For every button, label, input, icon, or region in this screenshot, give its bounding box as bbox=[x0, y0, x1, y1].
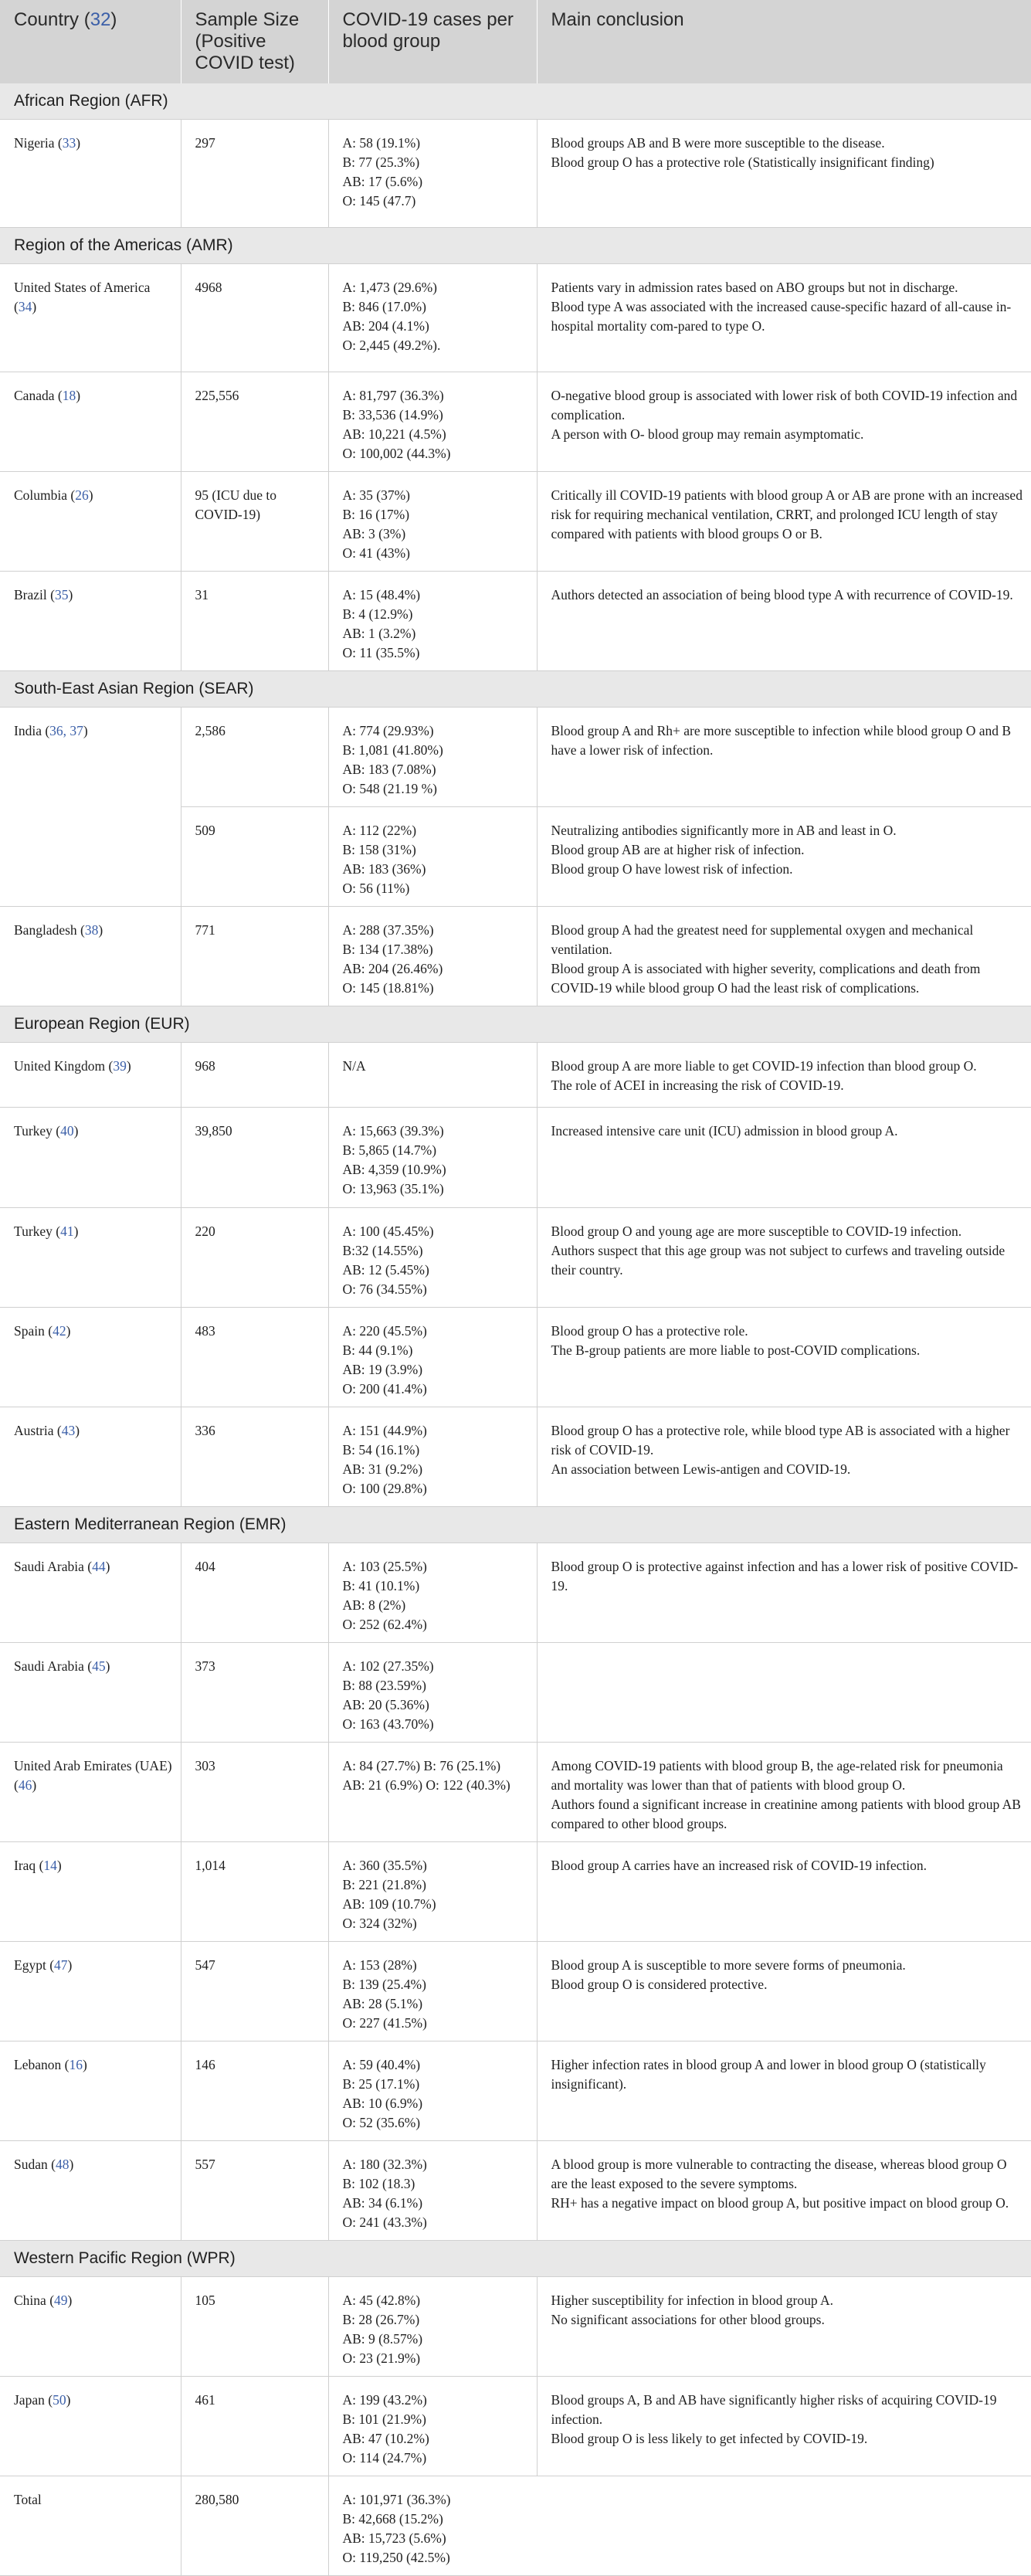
citation-link[interactable]: 39 bbox=[113, 1058, 127, 1074]
country-cell: Japan (50) bbox=[0, 2377, 181, 2476]
blood-group-cell bbox=[328, 372, 537, 472]
citation-link[interactable]: 47 bbox=[54, 1957, 68, 1973]
table-row bbox=[0, 1842, 1031, 1942]
conclusion-text: A blood group is more vulnerable to contracting the disease, whereas blood group O are the least exposed to the severe symptoms. bbox=[551, 2157, 1007, 2191]
blood-group-value: B: 101 (21.9%) bbox=[342, 2411, 426, 2427]
blood-group-value: A: 103 (25.5%) bbox=[342, 1559, 427, 1574]
sample-size-cell: 336 bbox=[181, 1407, 328, 1507]
region-label: Eastern Mediterranean Region (EMR) bbox=[0, 1507, 1031, 1543]
country-name: Egypt bbox=[14, 1957, 46, 1973]
header-country-label: Country bbox=[14, 9, 80, 30]
table-row bbox=[0, 708, 1031, 807]
header-sample: Sample Size (Positive COVID test) bbox=[181, 0, 328, 83]
blood-group-value: O: 13,963 (35.1%) bbox=[342, 1181, 444, 1196]
conclusion-text: Authors detected an association of being blood type A with recurrence of COVID-19. bbox=[551, 587, 1013, 602]
blood-group-value: B: 221 (21.8%) bbox=[342, 1877, 426, 1892]
blood-group-value: A: 15 (48.4%) bbox=[342, 587, 421, 602]
conclusion-text: A person with O- blood group may remain asymptomatic. bbox=[551, 426, 864, 442]
citation-link[interactable]: 18 bbox=[62, 388, 76, 403]
country-cell: United Arab Emirates (UAE) (46) bbox=[0, 1743, 181, 1842]
blood-group-value: AB: 3 (3%) bbox=[342, 526, 406, 541]
conclusion-cell bbox=[537, 2041, 1031, 2141]
sample-size-cell: 2,586 bbox=[181, 708, 328, 807]
blood-group-value: B: 16 (17%) bbox=[342, 507, 410, 522]
blood-group-value: A: 15,663 (39.3%) bbox=[342, 1123, 444, 1139]
sample-size-cell: 225,556 bbox=[181, 372, 328, 472]
blood-group-value: AB: 20 (5.36%) bbox=[342, 1697, 429, 1712]
blood-group-cell bbox=[328, 708, 537, 807]
blood-group-value: O: 145 (47.7) bbox=[342, 193, 416, 209]
conclusion-text: Blood group A is associated with higher severity, complications and death from COVID-19 while blood group O had the least risk of complications. bbox=[551, 961, 981, 996]
blood-group-value: B: 28 (26.7%) bbox=[342, 2312, 420, 2327]
blood-group-value: A: 199 (43.2%) bbox=[342, 2392, 427, 2408]
blood-group-value: AB: 31 (9.2%) bbox=[342, 1461, 423, 1477]
conclusion-text: Patients vary in admission rates based on ABO groups but not in discharge. bbox=[551, 280, 958, 295]
blood-group-value: B: 158 (31%) bbox=[342, 842, 416, 857]
blood-group-value: A: 112 (22%) bbox=[342, 823, 417, 838]
blood-group-value: A: 180 (32.3%) bbox=[342, 2157, 427, 2172]
conclusion-text: Blood group O is protective against infection and has a lower risk of positive COVID-19. bbox=[551, 1559, 1019, 1593]
blood-group-value: AB: 204 (4.1%) bbox=[342, 318, 429, 334]
sample-size-cell: 95 (ICU due to COVID-19) bbox=[181, 472, 328, 572]
country-name: Brazil bbox=[14, 587, 47, 602]
conclusion-text: Among COVID-19 patients with blood group B, the age-related risk for pneumonia and mortality was lower than that of patients with blood group O. bbox=[551, 1758, 1003, 1793]
conclusion-cell bbox=[537, 1842, 1031, 1942]
sample-size-cell: 39,850 bbox=[181, 1108, 328, 1208]
table-row bbox=[0, 1407, 1031, 1507]
total-label: Total bbox=[0, 2476, 181, 2576]
blood-group-value: A: 360 (35.5%) bbox=[342, 1858, 427, 1873]
citation-link[interactable]: 16 bbox=[69, 2057, 83, 2072]
country-name: Spain bbox=[14, 1323, 45, 1339]
country-cell: Lebanon (16) bbox=[0, 2041, 181, 2141]
citation-link[interactable]: 50 bbox=[53, 2392, 66, 2408]
citation-link[interactable]: 38 bbox=[84, 922, 99, 938]
sample-size-cell: 146 bbox=[181, 2041, 328, 2141]
country-name: Sudan bbox=[14, 2157, 48, 2172]
conclusion-cell bbox=[537, 1043, 1031, 1108]
blood-group-value: B: 139 (25.4%) bbox=[342, 1977, 426, 1992]
citation-link[interactable]: 34 bbox=[18, 299, 32, 314]
citation-link[interactable]: 45 bbox=[92, 1658, 106, 1674]
blood-group-value: A: 288 (37.35%) bbox=[342, 922, 434, 938]
header-country: Country (32) bbox=[0, 0, 181, 83]
blood-group-value: O: 145 (18.81%) bbox=[342, 980, 434, 996]
conclusion-text: Blood group A had the greatest need for supplemental oxygen and mechanical ventilation. bbox=[551, 922, 974, 957]
blood-group-value: A: 153 (28%) bbox=[342, 1957, 417, 1973]
conclusion-text: An association between Lewis-antigen and COVID-19. bbox=[551, 1461, 851, 1477]
blood-group-value: O: 241 (43.3%) bbox=[342, 2215, 427, 2230]
country-name: United Kingdom bbox=[14, 1058, 106, 1074]
citation-link[interactable]: 33 bbox=[62, 135, 76, 151]
country-name: United Arab Emirates (UAE) bbox=[14, 1758, 172, 1773]
conclusion-text: Blood group A and Rh+ are more susceptible to infection while blood group O and B have a lower risk of infection. bbox=[551, 723, 1012, 758]
country-cell: Iraq (14) bbox=[0, 1842, 181, 1942]
blood-group-value: A: 45 (42.8%) bbox=[342, 2293, 421, 2308]
country-cell: Sudan (48) bbox=[0, 2141, 181, 2241]
conclusion-cell bbox=[537, 472, 1031, 572]
header-cases: COVID-19 cases per blood group bbox=[328, 0, 537, 83]
country-cell: India (36, 37) bbox=[0, 708, 181, 907]
blood-group-cell bbox=[328, 2141, 537, 2241]
blood-group-value: O: 252 (62.4%) bbox=[342, 1617, 427, 1632]
citation-link[interactable]: 36, 37 bbox=[49, 723, 83, 738]
header-country-ref[interactable]: 32 bbox=[90, 9, 111, 30]
blood-group-cell bbox=[328, 1208, 537, 1308]
total-sample: 280,580 bbox=[181, 2476, 328, 2576]
conclusion-text: The B-group patients are more liable to post-COVID complications. bbox=[551, 1342, 921, 1358]
sample-size-cell: 1,014 bbox=[181, 1842, 328, 1942]
blood-group-cell bbox=[328, 1543, 537, 1643]
table-row bbox=[0, 1942, 1031, 2041]
blood-group-value: AB: 19 (3.9%) bbox=[342, 1362, 423, 1377]
blood-group-value: AB: 9 (8.57%) bbox=[342, 2331, 423, 2347]
country-name: Saudi Arabia bbox=[14, 1658, 84, 1674]
blood-group-value: O: 76 (34.55%) bbox=[342, 1281, 427, 1297]
blood-group-cell bbox=[328, 1842, 537, 1942]
blood-group-value: AB: 183 (7.08%) bbox=[342, 762, 436, 777]
header-conclusion: Main conclusion bbox=[537, 0, 1031, 83]
table-row bbox=[0, 1543, 1031, 1643]
blood-group-value: B: 77 (25.3%) bbox=[342, 154, 420, 170]
conclusion-text: Increased intensive care unit (ICU) admission in blood group A. bbox=[551, 1123, 898, 1139]
citation-link[interactable]: 43 bbox=[61, 1423, 76, 1438]
blood-group-cell bbox=[328, 2041, 537, 2141]
table-row bbox=[0, 1643, 1031, 1743]
total-group-value: A: 101,971 (36.3%) bbox=[342, 2492, 451, 2507]
blood-group-value: B: 134 (17.38%) bbox=[342, 942, 433, 957]
blood-group-value: O: 41 (43%) bbox=[342, 545, 410, 561]
region-row bbox=[0, 671, 1031, 708]
country-name: Canada bbox=[14, 388, 55, 403]
blood-group-value: B: 41 (10.1%) bbox=[342, 1578, 420, 1593]
conclusion-cell bbox=[537, 1208, 1031, 1308]
table-row bbox=[0, 1043, 1031, 1108]
blood-group-value: B: 5,865 (14.7%) bbox=[342, 1142, 437, 1158]
country-name: Iraq bbox=[14, 1858, 36, 1873]
blood-group-cell bbox=[328, 1643, 537, 1743]
conclusion-text: The role of ACEI in increasing the risk of COVID-19. bbox=[551, 1078, 844, 1093]
table-row bbox=[0, 2141, 1031, 2241]
country-name: Japan bbox=[14, 2392, 45, 2408]
conclusion-cell bbox=[537, 120, 1031, 228]
region-label: African Region (AFR) bbox=[0, 83, 1031, 120]
country-cell: Columbia (26) bbox=[0, 472, 181, 572]
conclusion-text: Blood group O has a protective role. bbox=[551, 1323, 748, 1339]
blood-group-cell bbox=[328, 2377, 537, 2476]
country-cell: United Kingdom (39) bbox=[0, 1043, 181, 1108]
conclusion-cell bbox=[537, 572, 1031, 671]
blood-group-value: A: 100 (45.45%) bbox=[342, 1224, 434, 1239]
conclusion-cell bbox=[537, 907, 1031, 1006]
blood-group-value: A: 774 (29.93%) bbox=[342, 723, 434, 738]
blood-group-cell bbox=[328, 1407, 537, 1507]
blood-group-value: AB: 4,359 (10.9%) bbox=[342, 1162, 446, 1177]
blood-group-value: A: 58 (19.1%) bbox=[342, 135, 421, 151]
total-group-value: B: 42,668 (15.2%) bbox=[342, 2511, 443, 2527]
total-row bbox=[0, 2476, 1031, 2576]
region-row bbox=[0, 1006, 1031, 1043]
blood-group-value: AB: 8 (2%) bbox=[342, 1597, 406, 1613]
conclusion-cell bbox=[537, 264, 1031, 372]
region-label: Western Pacific Region (WPR) bbox=[0, 2241, 1031, 2277]
conclusion-text: Blood group O has a protective role (Statistically insignificant finding) bbox=[551, 154, 934, 170]
blood-group-value: O: 114 (24.7%) bbox=[342, 2450, 427, 2466]
table-row bbox=[0, 1208, 1031, 1308]
citation-link[interactable]: 44 bbox=[92, 1559, 106, 1574]
table-row bbox=[0, 472, 1031, 572]
conclusion-text: Blood group A is susceptible to more severe forms of pneumonia. bbox=[551, 1957, 906, 1973]
conclusion-cell bbox=[537, 807, 1031, 907]
conclusion-cell bbox=[537, 1643, 1031, 1743]
blood-group-value: A: 81,797 (36.3%) bbox=[342, 388, 444, 403]
conclusion-text: Blood group AB are at higher risk of infection. bbox=[551, 842, 805, 857]
citation-link[interactable]: 42 bbox=[53, 1323, 66, 1339]
blood-group-value: AB: 34 (6.1%) bbox=[342, 2195, 423, 2211]
sample-size-cell: 4968 bbox=[181, 264, 328, 372]
sample-size-cell: 771 bbox=[181, 907, 328, 1006]
sample-size-cell: 968 bbox=[181, 1043, 328, 1108]
conclusion-cell bbox=[537, 1743, 1031, 1842]
table-row bbox=[0, 1108, 1031, 1208]
conclusion-cell bbox=[537, 2277, 1031, 2377]
blood-group-value: A: 151 (44.9%) bbox=[342, 1423, 427, 1438]
blood-group-value: AB: 28 (5.1%) bbox=[342, 1996, 423, 2011]
blood-group-value: B: 54 (16.1%) bbox=[342, 1442, 420, 1458]
country-name: Nigeria bbox=[14, 135, 55, 151]
blood-group-value: O: 56 (11%) bbox=[342, 881, 410, 896]
conclusion-text: Blood group O has a protective role, while blood type AB is associated with a higher risk of COVID-19. bbox=[551, 1423, 1010, 1458]
country-cell: Spain (42) bbox=[0, 1308, 181, 1407]
country-cell: Turkey (41) bbox=[0, 1208, 181, 1308]
country-cell: Saudi Arabia (45) bbox=[0, 1643, 181, 1743]
blood-group-value: B:32 (14.55%) bbox=[342, 1243, 423, 1258]
blood-group-cell bbox=[328, 572, 537, 671]
blood-group-cell bbox=[328, 1743, 537, 1842]
conclusion-text: Higher susceptibility for infection in blood group A. bbox=[551, 2293, 834, 2308]
conclusion-cell bbox=[537, 2377, 1031, 2476]
conclusion-text: Blood group A carries have an increased risk of COVID-19 infection. bbox=[551, 1858, 927, 1873]
blood-group-cell bbox=[328, 1308, 537, 1407]
conclusion-text: Higher infection rates in blood group A and lower in blood group O (statistically insignificant). bbox=[551, 2057, 986, 2092]
total-group-value: O: 119,250 (42.5%) bbox=[342, 2550, 450, 2565]
citation-link[interactable]: 40 bbox=[60, 1123, 74, 1139]
blood-group-value: N/A bbox=[342, 1058, 366, 1074]
blood-group-cell bbox=[328, 807, 537, 907]
country-name: Turkey bbox=[14, 1224, 53, 1239]
blood-group-value: O: 548 (21.19 %) bbox=[342, 781, 437, 796]
country-name: Bangladesh bbox=[14, 922, 77, 938]
country-cell: Saudi Arabia (44) bbox=[0, 1543, 181, 1643]
blood-group-value: O: 100 (29.8%) bbox=[342, 1481, 427, 1496]
blood-group-cell bbox=[328, 1942, 537, 2041]
conclusion-cell bbox=[537, 1942, 1031, 2041]
blood-group-value: O: 227 (41.5%) bbox=[342, 2015, 427, 2031]
citation-link[interactable]: 41 bbox=[60, 1224, 74, 1239]
blood-group-value: O: 11 (35.5%) bbox=[342, 645, 420, 660]
blood-group-value: O: 100,002 (44.3%) bbox=[342, 446, 451, 461]
country-name: Austria bbox=[14, 1423, 54, 1438]
country-name: Lebanon bbox=[14, 2057, 62, 2072]
conclusion-cell bbox=[537, 372, 1031, 472]
blood-group-cell bbox=[328, 472, 537, 572]
region-row bbox=[0, 2241, 1031, 2277]
citation-link[interactable]: 26 bbox=[75, 487, 89, 503]
blood-group-value: O: 2,445 (49.2%). bbox=[342, 338, 441, 353]
sample-size-cell: 483 bbox=[181, 1308, 328, 1407]
sample-size-cell: 220 bbox=[181, 1208, 328, 1308]
sample-size-cell: 303 bbox=[181, 1743, 328, 1842]
sample-size-cell: 509 bbox=[181, 807, 328, 907]
sample-size-cell: 557 bbox=[181, 2141, 328, 2241]
table-header-row bbox=[0, 0, 1031, 83]
conclusion-text: Blood groups AB and B were more susceptible to the disease. bbox=[551, 135, 885, 151]
conclusion-text: Neutralizing antibodies significantly more in AB and least in O. bbox=[551, 823, 897, 838]
sample-size-cell: 31 bbox=[181, 572, 328, 671]
blood-group-value: B: 846 (17.0%) bbox=[342, 299, 426, 314]
conclusion-text: Critically ill COVID-19 patients with blood group A or AB are prone with an increased risk for requiring mechanical ventilation, CRRT, and prolonged ICU length of stay compared with patients with blood groups O or B. bbox=[551, 487, 1023, 541]
blood-group-value: A: 220 (45.5%) bbox=[342, 1323, 427, 1339]
blood-group-cell bbox=[328, 2277, 537, 2377]
blood-group-value: A: 1,473 (29.6%) bbox=[342, 280, 437, 295]
blood-group-cell bbox=[328, 907, 537, 1006]
sample-size-cell: 404 bbox=[181, 1543, 328, 1643]
country-cell: Egypt (47) bbox=[0, 1942, 181, 2041]
table-row bbox=[0, 1308, 1031, 1407]
table-row bbox=[0, 2377, 1031, 2476]
conclusion-text: No significant associations for other blood groups. bbox=[551, 2312, 825, 2327]
blood-group-value: B: 102 (18.3) bbox=[342, 2176, 415, 2191]
country-cell: United States of America (34) bbox=[0, 264, 181, 372]
blood-group-value: AB: 204 (26.46%) bbox=[342, 961, 443, 976]
blood-group-cell bbox=[328, 1043, 537, 1108]
blood-group-value: AB: 10 (6.9%) bbox=[342, 2096, 423, 2111]
conclusion-text: Blood group O is considered protective. bbox=[551, 1977, 768, 1992]
conclusion-cell bbox=[537, 1308, 1031, 1407]
blood-group-value: AB: 109 (10.7%) bbox=[342, 1896, 436, 1912]
table-row bbox=[0, 2041, 1031, 2141]
conclusion-text: Blood group O have lowest risk of infection. bbox=[551, 861, 793, 877]
region-row bbox=[0, 83, 1031, 120]
conclusion-text: Blood type A was associated with the increased cause-specific hazard of all-cause in-hospital mortality com-pared to type O. bbox=[551, 299, 1012, 334]
country-name: China bbox=[14, 2293, 46, 2308]
blood-group-value: A: 35 (37%) bbox=[342, 487, 410, 503]
blood-group-value: A: 59 (40.4%) bbox=[342, 2057, 421, 2072]
blood-group-value: O: 163 (43.70%) bbox=[342, 1716, 434, 1732]
blood-group-value: B: 88 (23.59%) bbox=[342, 1678, 426, 1693]
total-group-value: AB: 15,723 (5.6%) bbox=[342, 2530, 446, 2546]
region-row bbox=[0, 228, 1031, 264]
country-cell: Bangladesh (38) bbox=[0, 907, 181, 1006]
country-cell: Canada (18) bbox=[0, 372, 181, 472]
blood-group-value: O: 23 (21.9%) bbox=[342, 2350, 421, 2366]
sample-size-cell: 461 bbox=[181, 2377, 328, 2476]
region-row bbox=[0, 1507, 1031, 1543]
table-row bbox=[0, 120, 1031, 228]
region-label: Region of the Americas (AMR) bbox=[0, 228, 1031, 264]
blood-group-value: O: 52 (35.6%) bbox=[342, 2115, 421, 2130]
blood-group-cell bbox=[328, 264, 537, 372]
blood-group-value: B: 25 (17.1%) bbox=[342, 2076, 420, 2092]
table-row bbox=[0, 2277, 1031, 2377]
blood-group-value: AB: 21 (6.9%) O: 122 (40.3%) bbox=[342, 1777, 510, 1793]
citation-link[interactable]: 46 bbox=[18, 1777, 32, 1793]
region-label: South-East Asian Region (SEAR) bbox=[0, 671, 1031, 708]
conclusion-text: Blood group O and young age are more susceptible to COVID-19 infection. bbox=[551, 1224, 962, 1239]
table-row bbox=[0, 264, 1031, 372]
sample-size-cell: 373 bbox=[181, 1643, 328, 1743]
total-groups-cell bbox=[328, 2476, 1031, 2576]
blood-group-value: O: 200 (41.4%) bbox=[342, 1381, 427, 1397]
blood-group-value: A: 84 (27.7%) B: 76 (25.1%) bbox=[342, 1758, 501, 1773]
blood-group-value: AB: 47 (10.2%) bbox=[342, 2431, 429, 2446]
blood-group-value: O: 324 (32%) bbox=[342, 1916, 417, 1931]
conclusion-text: Authors found a significant increase in creatinine among patients with blood group AB compared to other blood groups. bbox=[551, 1797, 1021, 1831]
blood-group-value: B: 33,536 (14.9%) bbox=[342, 407, 443, 423]
citation-link[interactable]: 35 bbox=[54, 587, 69, 602]
country-cell: Nigeria (33) bbox=[0, 120, 181, 228]
conclusion-cell bbox=[537, 1108, 1031, 1208]
country-name: India bbox=[14, 723, 42, 738]
conclusion-cell bbox=[537, 1543, 1031, 1643]
sample-size-cell: 105 bbox=[181, 2277, 328, 2377]
table-row bbox=[0, 372, 1031, 472]
blood-group-cell bbox=[328, 1108, 537, 1208]
conclusion-text: Blood group O is less likely to get infected by COVID-19. bbox=[551, 2431, 868, 2446]
citation-link[interactable]: 49 bbox=[54, 2293, 68, 2308]
country-name: Turkey bbox=[14, 1123, 53, 1139]
citation-link[interactable]: 48 bbox=[55, 2157, 70, 2172]
table-body bbox=[0, 83, 1031, 2576]
country-cell: Turkey (40) bbox=[0, 1108, 181, 1208]
blood-group-value: AB: 183 (36%) bbox=[342, 861, 426, 877]
conclusion-text: RH+ has a negative impact on blood group A, but positive impact on blood group O. bbox=[551, 2195, 1009, 2211]
country-cell: China (49) bbox=[0, 2277, 181, 2377]
sample-size-cell: 297 bbox=[181, 120, 328, 228]
country-cell: Austria (43) bbox=[0, 1407, 181, 1507]
blood-group-value: A: 102 (27.35%) bbox=[342, 1658, 434, 1674]
blood-group-value: AB: 12 (5.45%) bbox=[342, 1262, 429, 1278]
blood-group-value: B: 1,081 (41.80%) bbox=[342, 742, 443, 758]
conclusion-cell bbox=[537, 708, 1031, 807]
country-cell: Brazil (35) bbox=[0, 572, 181, 671]
conclusion-cell bbox=[537, 2141, 1031, 2241]
table-row bbox=[0, 572, 1031, 671]
blood-group-value: B: 44 (9.1%) bbox=[342, 1342, 413, 1358]
country-name: Columbia bbox=[14, 487, 68, 503]
table-row bbox=[0, 1743, 1031, 1842]
blood-group-value: AB: 10,221 (4.5%) bbox=[342, 426, 446, 442]
blood-group-value: AB: 17 (5.6%) bbox=[342, 174, 423, 189]
country-name: United States of America bbox=[14, 280, 151, 295]
blood-group-cell bbox=[328, 120, 537, 228]
blood-group-value: B: 4 (12.9%) bbox=[342, 606, 413, 622]
citation-link[interactable]: 14 bbox=[43, 1858, 57, 1873]
sample-size-cell: 547 bbox=[181, 1942, 328, 2041]
country-name: Saudi Arabia bbox=[14, 1559, 84, 1574]
conclusion-text: O-negative blood group is associated with lower risk of both COVID-19 infection and complication. bbox=[551, 388, 1018, 423]
conclusion-text: Blood group A are more liable to get COVID-19 infection than blood group O. bbox=[551, 1058, 977, 1074]
blood-group-value: AB: 1 (3.2%) bbox=[342, 626, 416, 641]
conclusion-text: Blood groups A, B and AB have significantly higher risks of acquiring COVID-19 infection. bbox=[551, 2392, 997, 2427]
table-row bbox=[0, 907, 1031, 1006]
region-label: European Region (EUR) bbox=[0, 1006, 1031, 1043]
conclusion-text: Authors suspect that this age group was not subject to curfews and traveling outside their country. bbox=[551, 1243, 1006, 1278]
conclusion-cell bbox=[537, 1407, 1031, 1507]
